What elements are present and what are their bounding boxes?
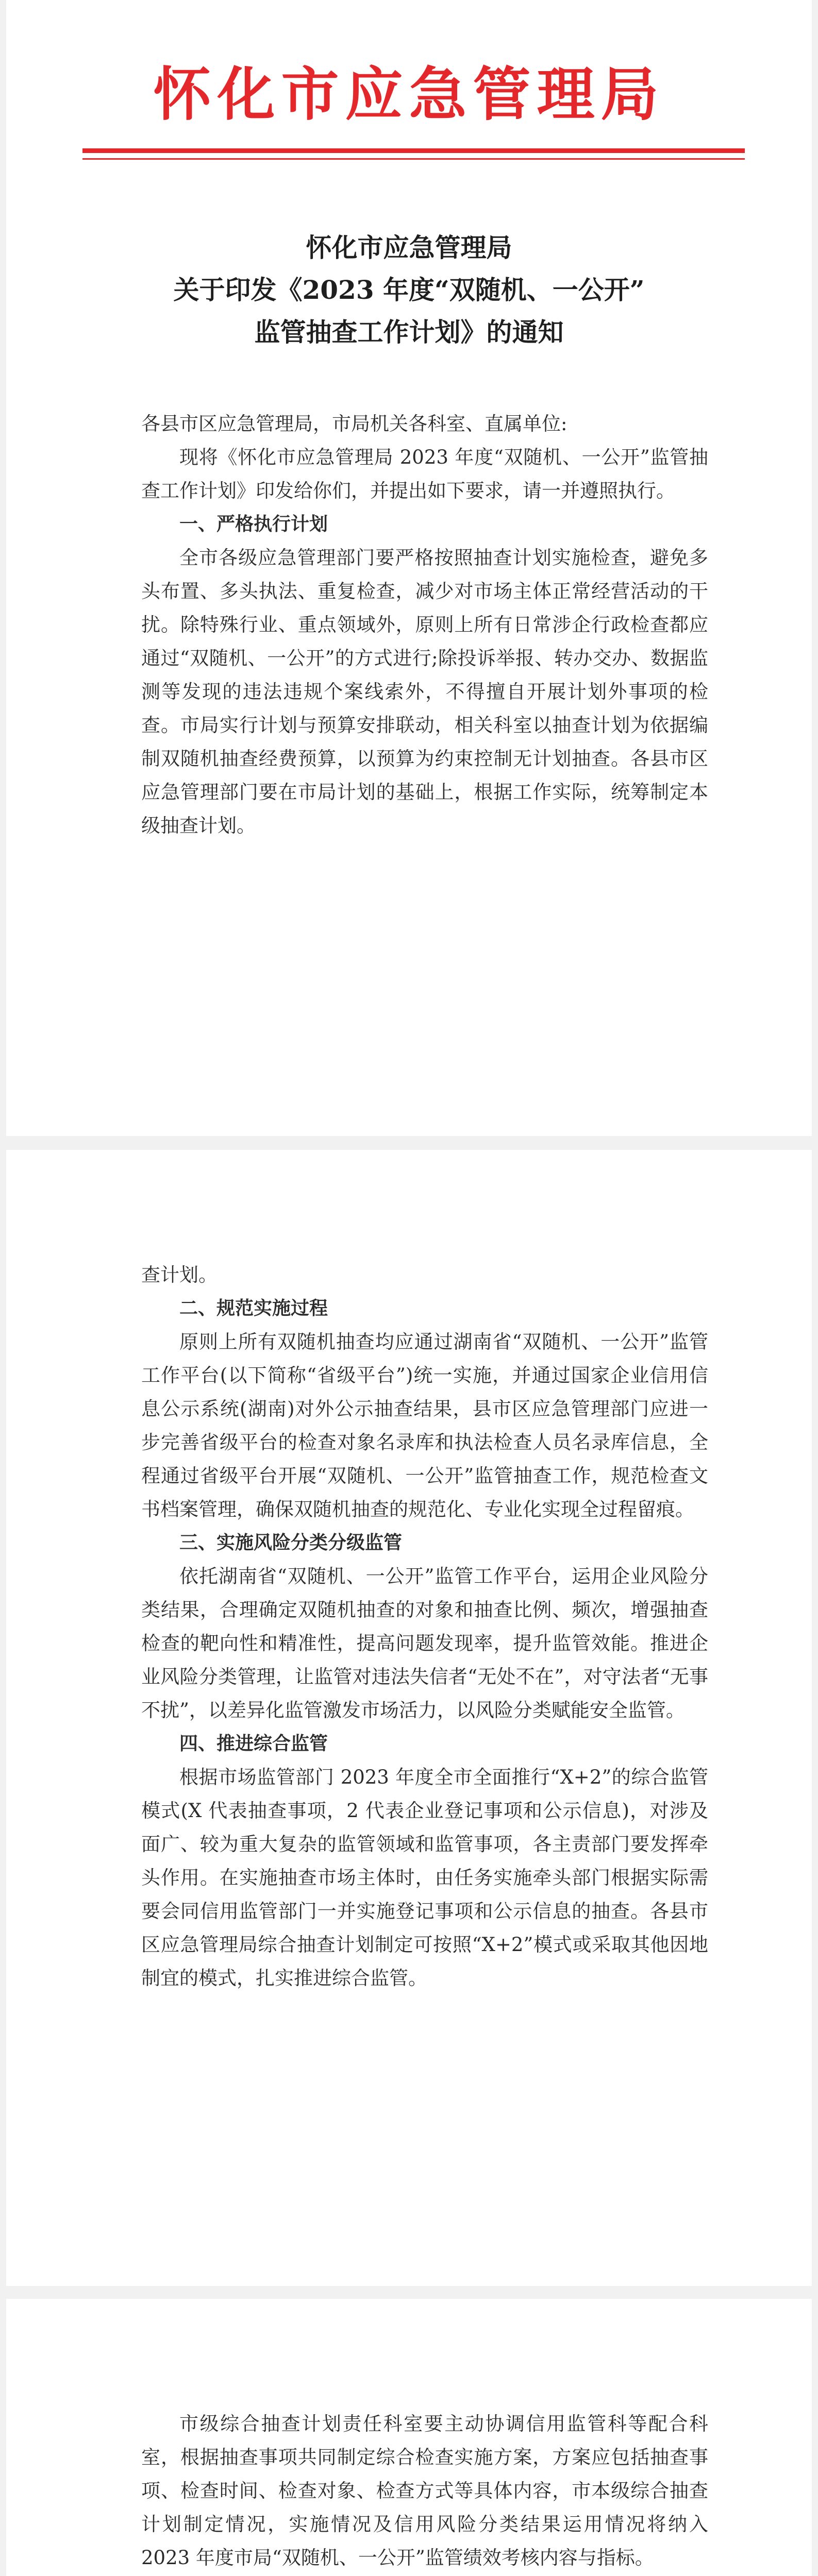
document-title-line-1: 怀化市应急管理局 xyxy=(306,232,512,263)
document-title-line-3: 监管抽查工作计划》的通知 xyxy=(254,317,564,347)
intro-paragraph: 现将《怀化市应急管理局 2023 年度“双随机、一公开”监管抽查工作计划》印发给你们，并提出如下要求，请一并遵照执行。 xyxy=(141,446,708,502)
letterhead-rule-thick xyxy=(82,148,745,153)
section-4-heading: 四、推进综合监管 xyxy=(179,1733,328,1754)
salutation: 各县市区应急管理局，市局机关各科室、直属单位: xyxy=(141,413,567,435)
section-1-paragraph: 全市各级应急管理部门要严格按照抽查计划实施检查，避免多头布置、多头执法、重复检查，减少对市场主体正常经营活动的干扰。除特殊行业、重点领域外，原则上所有日常涉企行政检查都应通过“双随机、一公开”的方式进行;除投诉举报、转办交办、数据监测等发现的违法违规个案线索外，不得擅自开展计划外事项的检查。市局实行计划与预算安排联动，相关科室以抽查计划为依据编制双随机抽查经费预算，以预算为约束控制无计划抽查。各县市区应急管理部门要在市局计划的基础上，根据工作实际，统筹制定本级抽查计划。 xyxy=(141,547,708,837)
section-2-paragraph: 原则上所有双随机抽查均应通过湖南省“双随机、一公开”监管工作平台(以下简称“省级平台”)统一实施，并通过国家企业信用信息公示系统(湖南)对外公示抽查结果，县市区应急管理部门应进一步完善省级平台的检查对象名录库和执法检查人员名录库信息，全程通过省级平台开展“双随机、一公开”监管抽查工作，规范检查文书档案管理，确保双随机抽查的规范化、专业化实现全过程留痕。 xyxy=(141,1331,708,1520)
section-3-paragraph: 依托湖南省“双随机、一公开”监管工作平台，运用企业风险分类结果，合理确定双随机抽查的对象和抽查比例、频次，增强抽查检查的靶向性和精准性，提高问题发现率，提升监管效能。推进企业风险分类管理，让监管对违法失信者“无处不在”，对守法者“无事不扰”，以差异化监管激发市场活力，以风险分类赋能安全监管。 xyxy=(141,1565,708,1721)
document-page-2 xyxy=(6,1150,812,2286)
section-1-heading: 一、严格执行计划 xyxy=(179,514,328,535)
document-page-1 xyxy=(6,0,812,1136)
page-2-body-flow xyxy=(141,1258,708,1989)
page-1-body-flow xyxy=(141,407,708,842)
paragraph-5: 市级综合抽查计划责任科室要主动协调信用监管科等配合科室，根据抽查事项共同制定综合检查实施方案，方案应包括抽查事项、检查时间、检查对象、检查方式等具体内容，市本级综合抽查计划制定情况，实施情况及信用风险分类结果运用情况将纳入 2023 年度市局“双随机、一公开”监管绩效考核内容与指标。 xyxy=(141,2413,708,2569)
page-1-body xyxy=(141,407,708,1146)
section-4-paragraph: 根据市场监管部门 2023 年度全市全面推行“X+2”的综合监管模式(X 代表抽查事项，2 代表企业登记事项和公示信息)，对涉及面广、较为重大复杂的监管领域和监管事项，各主责部门要发挥牵头作用。在实施抽查市场主体时，由任务实施牵头部门根据实际需要会同信用监管部门一并实施登记事项和公示信息的抽查。各县市区应急管理局综合抽查计划制定可按照“X+2”模式或采取其他因地制宜的模式，扎实推进综合监管。 xyxy=(141,1766,708,1989)
section-3-heading: 三、实施风险分类分级监管 xyxy=(179,1532,403,1553)
document-title xyxy=(6,227,812,353)
letterhead-rule-thin xyxy=(82,158,745,160)
letterhead-title: 怀化市应急管理局 xyxy=(153,61,665,128)
section-1-continued: 查计划。 xyxy=(141,1264,218,1286)
document-title-line-2: 关于印发《2023 年度“双随机、一公开” xyxy=(173,275,645,305)
section-2-heading: 二、规范实施过程 xyxy=(179,1298,328,1319)
page-3-body-flow xyxy=(141,2407,708,2576)
document-page-3 xyxy=(6,2299,812,2576)
